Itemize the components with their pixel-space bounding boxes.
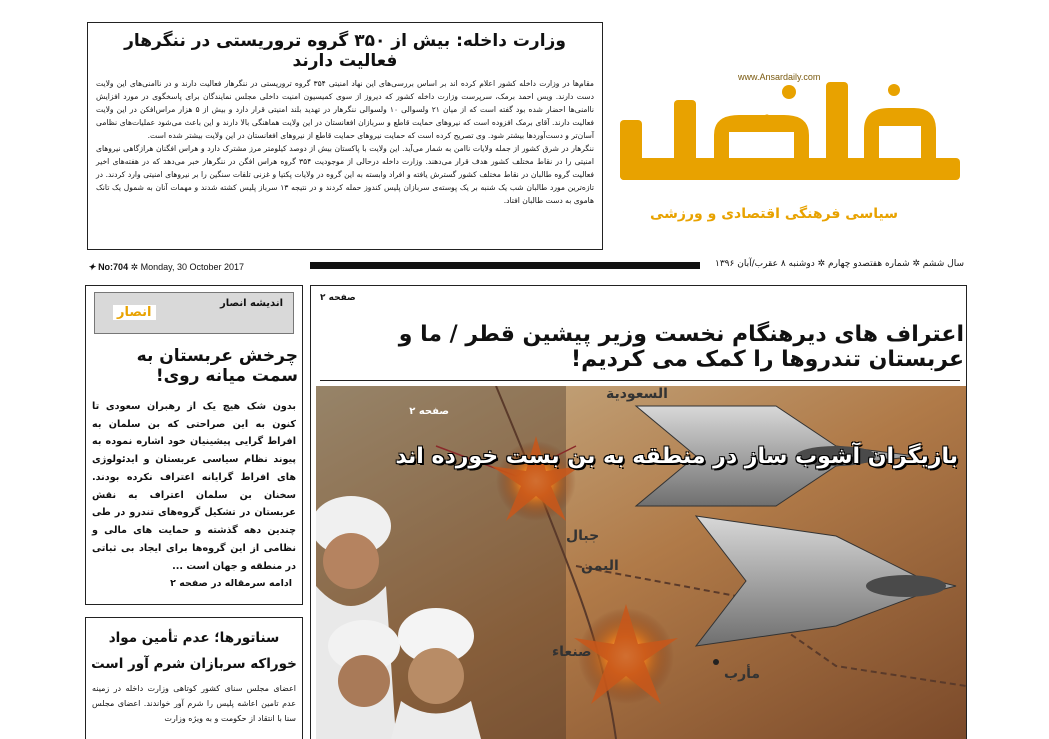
website-url[interactable]: www.Ansardaily.com: [738, 72, 821, 82]
map-label: اليمن: [581, 558, 619, 574]
editorial-continued-link[interactable]: ادامه سرمقاله در صفحه ۲: [170, 578, 292, 589]
editorial-mini-logo: انصار: [113, 305, 156, 320]
main-story-headline: اعتراف های دیرهنگام نخست وزیر پیشین قطر / ما و عربستان تندروها را کمک می کردیم!: [398, 322, 964, 372]
issue-strip-en: [88, 262, 318, 273]
editorial-section-title: اندیشه انصار: [220, 298, 283, 309]
editorial-banner: [94, 292, 294, 334]
strip-mini-logo: ✦: [88, 262, 96, 272]
editorial-body: بدون شک هیچ یک از رهبران سعودی تا کنون به این صراحتی که بن سلمان به افراط گرایی پیشینیان خود اشاره نموده به پیوند نظام سیاسی عربستان و ایدئولوژی های افراط گرایانه اعتراف نکرده بودند. سخنان بن سلمان اعتراف به نقش عربستان در تشکیل گروه‌های تندرو در طی چندین دهه گذشته و حمایت های مالی و نظامی از این گروه‌ها برای ایجاد بی ثباتی در منطقه و جهان است ...: [92, 401, 296, 572]
top-story-paragraph: مقام‌ها در وزارت داخله کشور اعلام کرده اند بر اساس بررسی‌های این نهاد امنیتی ۳۵۴ گروه تروریستی در ننگرهار فعالیت دارند و در ناامنی‌های این ولایت دست دارند. ویس احمد برمک، سرپرست وزارت داخله کشور که دیروز از سوی کمیسیون امنیت داخلی مجلس نمایندگان برای پاسخگوی در مورد افزایش ناامنی‌ها احضار شده بود گفته است که از میان ۲۱ ولسوالی ۱۰ ولسوالی ننگرهار در تهدید بلند امنیتی قرار دارد و بیش از ۵ هزار مراس‌افکن در این ولایت فعالیت دارند. آقای برمک افزوده است که نیروهای حمایت قاطع و سربازان افغانستان در این ولایت هماهنگی بالا دارند و این باعث می‌شود عملیات‌های نظامی آسان‌تر و دست‌آوردها بیشتر شود. وی تصریح کرده است که حمایت نیروهای حمایت قاطع از نیروهای افغانستان در این ولایت بیشتر شده است.: [96, 79, 594, 141]
top-story-body: [96, 77, 594, 207]
issue-strip-bar: [310, 262, 700, 269]
main-divider: [320, 380, 960, 381]
second-story-box: [85, 617, 303, 739]
map-collage-image: [316, 386, 966, 739]
map-label: صنعاء: [552, 644, 592, 660]
editorial-box: [85, 285, 303, 605]
top-story-box: [87, 22, 603, 250]
photo-story-page-label: صفحه ۲: [409, 406, 449, 417]
main-story-page-label: صفحه ۲: [320, 293, 356, 303]
second-story-body: اعضای مجلس سنای کشور کوتاهی وزارت داخله در زمینه عدم تامین اعاشه پلیس را شرم آور خواندند. اعضای مجلس سنا با انتقاد از حکومت و به ویژه وزارت: [92, 684, 296, 723]
masthead-logo: [614, 60, 966, 210]
masthead-tagline: سیاسی فرهنگی اقتصادی و ورزشی: [650, 206, 898, 222]
issue-date-en: Monday, 30 October 2017: [140, 262, 245, 272]
top-story-headline: وزارت داخله: بیش از ۳۵۰ گروه تروریستی در ننگرهار فعالیت دارند: [124, 31, 566, 71]
gear-icon: ✲: [130, 262, 139, 272]
editorial-headline: چرخش عربستان به سمت میانه روی!: [136, 346, 298, 386]
map-label: جبال: [566, 528, 600, 544]
map-label: السعودية: [606, 386, 668, 402]
map-label: مأرب: [724, 666, 761, 682]
main-photo: [316, 386, 966, 739]
issue-number: No:704: [98, 262, 129, 272]
second-story-headline: سناتورها؛ عدم تأمین مواد خوراکه سربازان شرم آور است: [91, 630, 297, 672]
photo-story-headline: بازیگران آشوب ساز در منطقه به بن بست خورده اند: [395, 444, 958, 469]
issue-info-fa: سال ششم ✲ شماره هفتصدو چهارم ✲ دوشنبه ۸ عقرب/آبان ۱۳۹۶: [715, 259, 964, 269]
top-story-paragraph: ننگرهار در شرق کشور از جمله ولایات ناامن به شمار می‌آید. این ولایت با پاکستان بیش از دوصد کیلومتر مرز مشترک دارد و هراس افگنان هراز‌گاهی نیروهای امنیتی را در نقاط مختلف کشور هدف قرار می‌دهند. وزارت داخله درحالی از موجودیت ۳۵۴ گروه هراس افگن در ننگرهار خبر می‌دهد که در هفته‌های اخیر فعالیت گروه طالبان در نقاط مختلف کشور گسترش یافته و افراد وابسته به این گروه در ولایات پکتیا و غزنی تلفات سنگین را بر نیروهای امنیتی وارد کردند. در تازه‌ترین مورد طالبان شب یک شنبه بر یک پوسته‌ی سربازان پلیس کندوز حمله کردند و در نتیجه ۱۳ سرباز پلیس کشته شدند و مهمات آنان به شمول یک تانک هاموی به دست طالبان افتاد.: [96, 144, 594, 206]
